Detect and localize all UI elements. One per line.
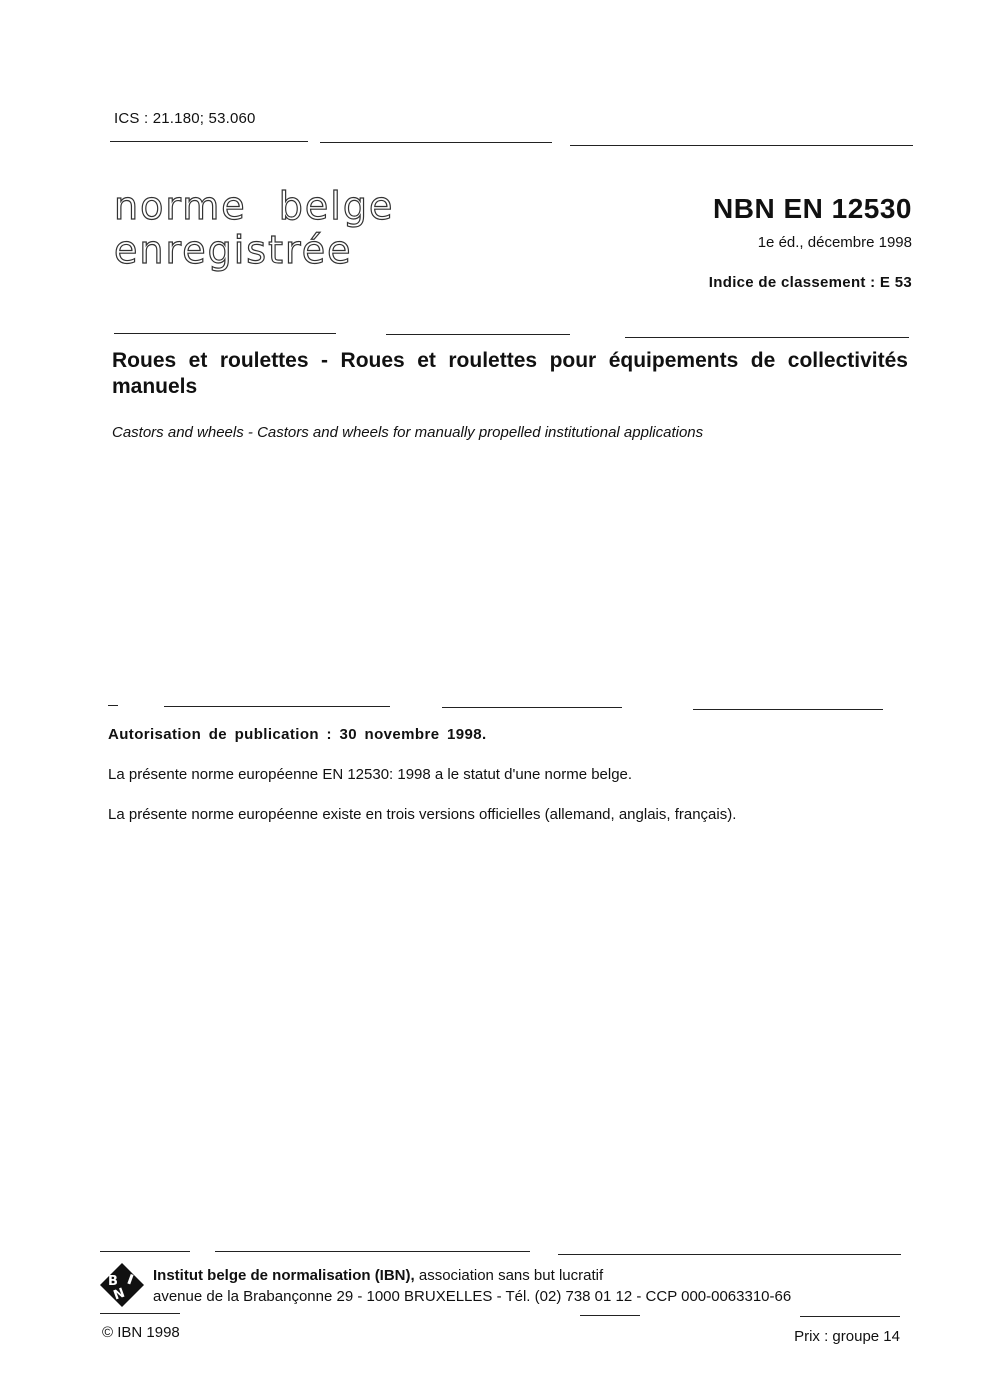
title-french: Roues et roulettes - Roues et roulettes pour équipements de collectivités manuels	[112, 349, 908, 398]
title-rule	[625, 337, 909, 338]
ics-code: ICS : 21.180; 53.060	[114, 110, 256, 127]
institute-address: avenue de la Brabançonne 29 - 1000 BRUXELLES - Tél. (02) 738 01 12 - CCP 000-0063310-66	[153, 1288, 792, 1305]
footer-rule	[800, 1316, 900, 1317]
section-rule	[442, 707, 622, 708]
publication-authorisation: Autorisation de publication : 30 novembre 1998.	[108, 726, 487, 743]
standard-number: NBN EN 12530	[713, 193, 912, 224]
footer-rule	[580, 1315, 640, 1316]
institute-description: association sans but lucratif	[414, 1267, 604, 1284]
institute-name: Institut belge de normalisation (IBN),	[153, 1267, 415, 1284]
brand-line-1: norme belge	[114, 184, 395, 228]
footer-rule	[558, 1254, 901, 1255]
edition-date: 1e éd., décembre 1998	[757, 234, 912, 251]
classification-index: Indice de classement : E 53	[708, 274, 912, 291]
copyright: © IBN 1998	[102, 1324, 180, 1341]
svg-text:N: N	[111, 1285, 128, 1304]
title-rule	[114, 333, 336, 334]
institute-line	[153, 1267, 603, 1284]
footer-rule	[215, 1251, 530, 1252]
section-rule	[164, 706, 390, 707]
footer-rule	[100, 1313, 180, 1314]
footer-rule	[100, 1251, 190, 1252]
brand-line-2: enregistrée	[114, 228, 353, 272]
svg-text:B: B	[108, 1274, 118, 1289]
header-rule	[320, 142, 552, 143]
ibn-logo-icon	[99, 1262, 145, 1308]
statut-text: La présente norme européenne EN 12530: 1998 a le statut d'une norme belge.	[108, 766, 633, 783]
price-group: Prix : groupe 14	[794, 1328, 900, 1345]
header-rule	[570, 145, 913, 146]
section-rule	[693, 709, 883, 710]
section-rule	[108, 705, 118, 706]
title-rule	[386, 334, 570, 335]
header-rule	[110, 141, 308, 142]
title-english: Castors and wheels - Castors and wheels for manually propelled institutional applications	[112, 424, 704, 441]
versions-text: La présente norme européenne existe en trois versions officielles (allemand, anglais, français).	[108, 806, 737, 823]
